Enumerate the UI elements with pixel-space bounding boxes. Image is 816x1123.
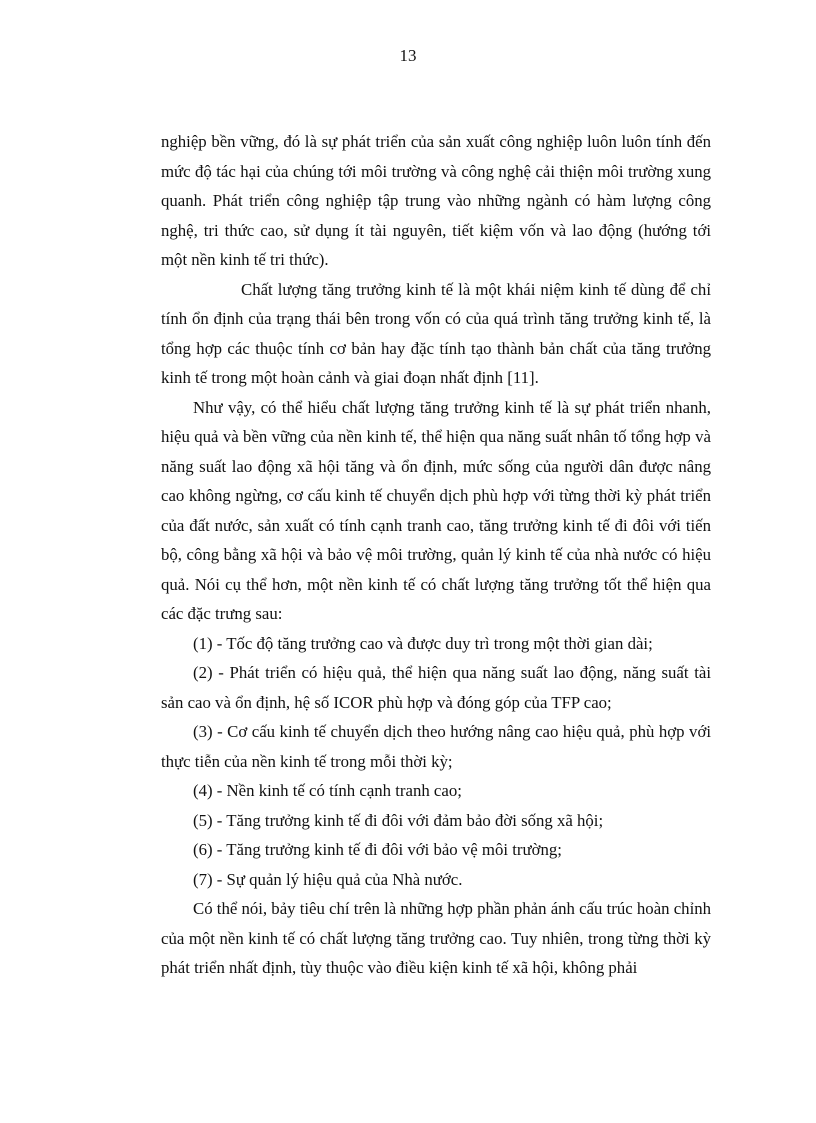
criteria-item-5: (5) - Tăng trưởng kinh tế đi đôi với đảm bảo đời sống xã hội; (193, 810, 604, 830)
paragraph-definition: Chất lượng tăng trưởng kinh tế là một khái niệm kinh tế dùng để chỉ tính ổn định của trạng thái bên trong vốn có của quá trình tăng trưởng kinh tế, là tổng hợp các thuộc tính cơ bản hay đặc tính tạo thành bản chất của tăng trưởng kinh tế trong một hoàn cảnh và giai đoạn nhất định [11]. (161, 279, 711, 387)
criteria-item-6: (6) - Tăng trưởng kinh tế đi đôi với bảo vệ môi trường; (193, 840, 562, 859)
page-number: 13 (399, 46, 417, 65)
criteria-item-4: (4) - Nền kinh tế có tính cạnh tranh cao; (193, 781, 462, 800)
paragraph-closing: Có thể nói, bảy tiêu chí trên là những hợp phần phản ánh cấu trúc hoàn chỉnh của một nền kinh tế có chất lượng tăng trưởng cao. Tuy nhiên, trong từng thời kỳ phát triển nhất định, tùy thuộc vào điều kiện kinh tế xã hội, không phải (161, 899, 712, 977)
criteria-item-7: (7) - Sự quản lý hiệu quả của Nhà nước. (193, 869, 463, 889)
paragraph-continuation: nghiệp bền vững, đó là sự phát triển của sản xuất công nghiệp luôn luôn tính đến mức độ tác hại của chúng tới môi trường và công nghệ cải thiện môi trường xung quanh. Phát triển công nghiệp tập trung vào những ngành có hàm lượng công nghệ, tri thức cao, sử dụng ít tài nguyên, tiết kiệm vốn và lao động (hướng tới một nền kinh tế tri thức). (161, 132, 711, 269)
paragraph-explanation: Như vậy, có thể hiểu chất lượng tăng trưởng kinh tế là sự phát triển nhanh, hiệu quả và bền vững của nền kinh tế, thể hiện qua năng suất nhân tố tổng hợp và năng suất lao động xã hội tăng và ổn định, mức sống của người dân được nâng cao không ngừng, cơ cấu kinh tế chuyển dịch phù hợp với từng thời kỳ phát triển của đất nước, sản xuất có tính cạnh tranh cao, tăng trưởng kinh tế đi đôi với tiến bộ, công bằng xã hội và bảo vệ môi trường, quản lý kinh tế của nhà nước có hiệu quả. Nói cụ thể hơn, một nền kinh tế có chất lượng tăng trưởng tốt thể hiện qua các đặc trưng sau: (161, 397, 711, 623)
criteria-item-1: (1) - Tốc độ tăng trưởng cao và được duy trì trong một thời gian dài; (193, 633, 653, 653)
document-body (161, 127, 711, 983)
criteria-item-3: (3) - Cơ cấu kinh tế chuyển dịch theo hướng nâng cao hiệu quả, phù hợp với thực tiễn của nền kinh tế trong mỗi thời kỳ; (161, 722, 711, 771)
criteria-item-2: (2) - Phát triển có hiệu quả, thể hiện qua năng suất lao động, năng suất tài sản cao và ổn định, hệ số ICOR phù hợp và đóng góp của TFP cao; (161, 663, 711, 712)
